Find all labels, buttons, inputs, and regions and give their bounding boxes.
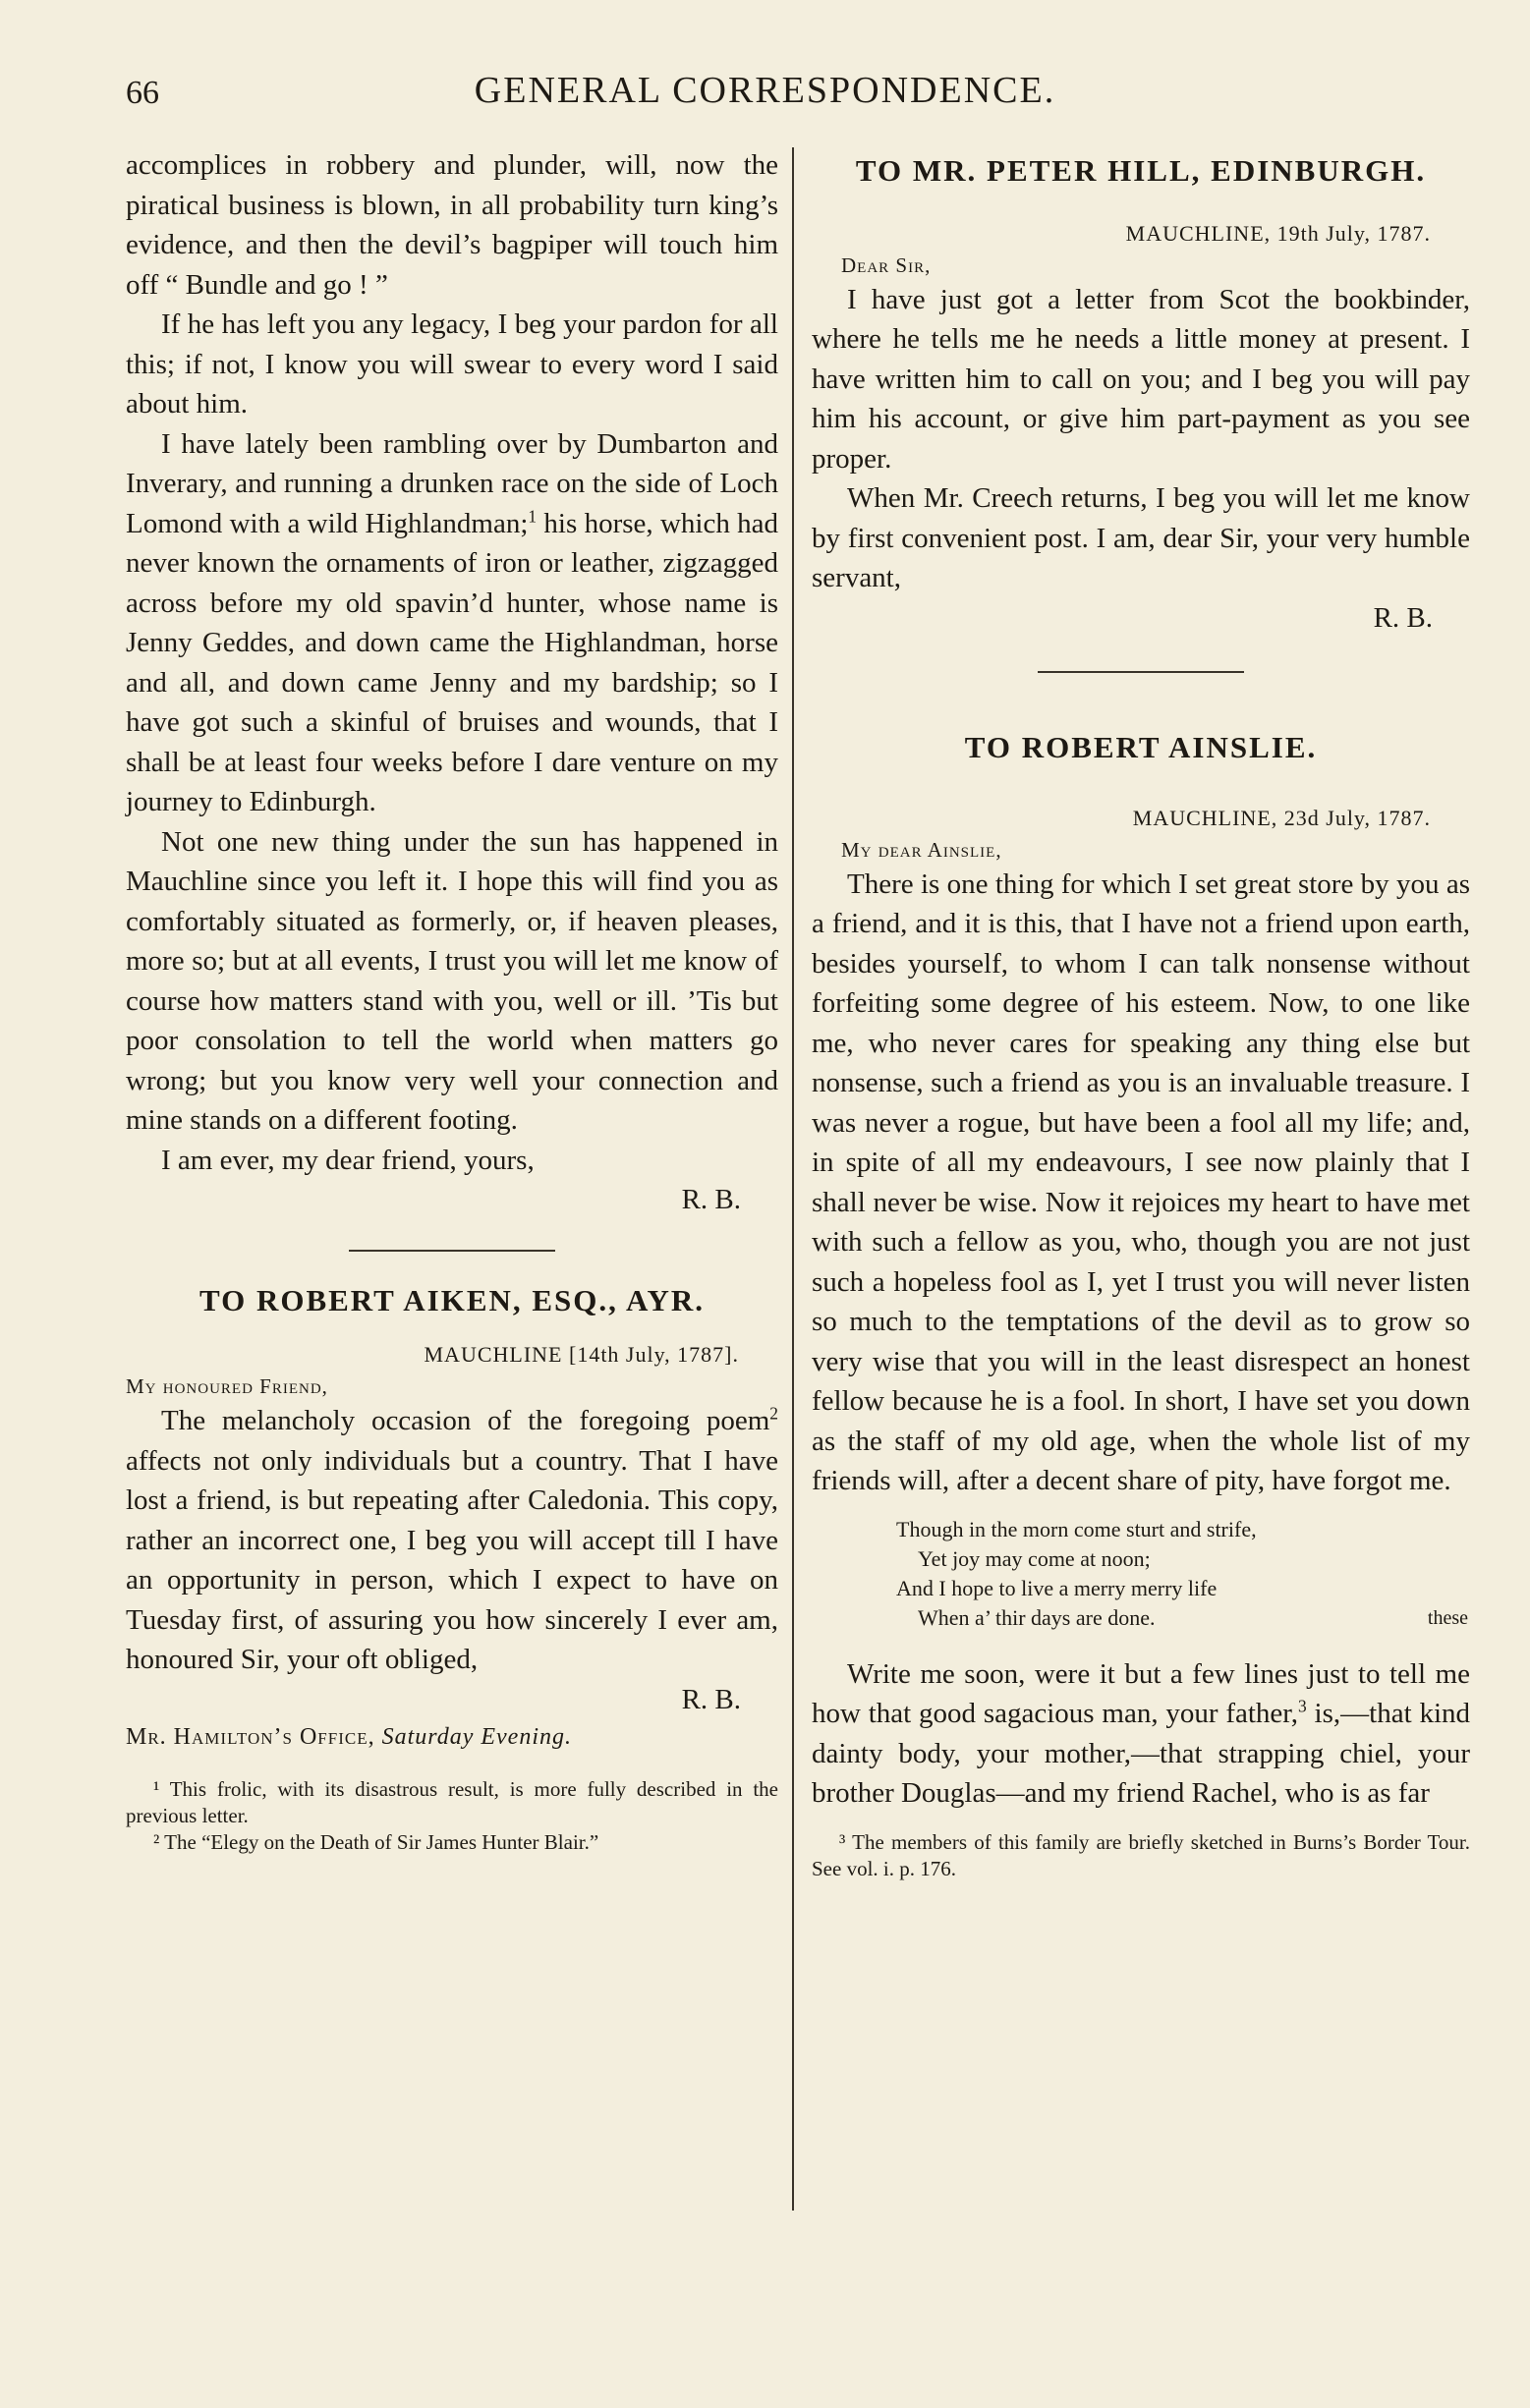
left-column — [126, 145, 778, 1856]
paragraph — [126, 1401, 778, 1680]
section-divider — [1038, 671, 1244, 673]
dateline: MAUCHLINE [14th July, 1787]. — [424, 1342, 739, 1367]
letter-heading: TO MR. PETER HILL, EDINBURGH. — [855, 153, 1427, 188]
dateline: MAUCHLINE, 19th July, 1787. — [1125, 220, 1431, 246]
verse-line — [812, 1603, 1470, 1633]
paragraph-text: The melancholy occasion of the foregoing poem — [161, 1405, 770, 1436]
letter-heading: TO ROBERT AIKEN, ESQ., AYR. — [198, 1282, 706, 1317]
dateline: MAUCHLINE, 23d July, 1787. — [1132, 805, 1431, 830]
verse-line-text: When a’ thir days are done. — [918, 1604, 1156, 1630]
marginal-gloss: these — [1427, 1606, 1468, 1629]
signature: R. B. — [1373, 601, 1433, 634]
footnote: ² The “Elegy on the Death of Sir James Hunter Blair.” — [153, 1830, 599, 1854]
column-divider — [792, 147, 794, 2211]
paragraph — [126, 424, 778, 822]
footnote-marker: 2 — [769, 1403, 778, 1424]
page-number: 66 — [126, 75, 159, 111]
footnote-marker: 3 — [1298, 1696, 1307, 1716]
paragraph: Not one new thing under the sun has happened in Mauchline since you left it. I hope this will find you as comfortably situated as formerly, or, if heaven pleases, more so; but at all events, I trust you will let me know of course how matters stand with you, well or ill. ’Tis but poor consolation to tell the world when matters go wrong; but you know very well your connection and mine stands on a different footing. — [126, 825, 778, 1136]
postscript-italic: Saturday Evening. — [381, 1724, 572, 1750]
signature: R. B. — [681, 1683, 741, 1715]
verse-line: Yet joy may come at noon; — [918, 1545, 1151, 1571]
paragraph — [812, 1654, 1470, 1814]
verse-quotation — [812, 1515, 1470, 1633]
paragraph: There is one thing for which I set great store by you as a friend, and it is this, that I have not a friend upon earth, besides yourself, to whom I can talk nonsense without forfeiting some degree of his esteem. Now, to one like me, who never cares for speaking any thing else but nonsense, such a friend as you is an invaluable treasure. I was never a rogue, but have been a fool all my life; and, in spite of all my endeavours, I see now plainly that I shall never be wise. Now it rejoices my heart to have met with such a fellow as you, who, though you are not just such a hopeless fool as I, yet I trust you will never listen so much to the temptations of the devil as to grow so very wise that you will in the least disrespect an honest fellow because he is a fool. In short, I have set you down as the staff of my old age, when the whole list of my friends will, after a decent share of pity, have forgot me. — [812, 868, 1470, 1496]
footnote-marker: 1 — [528, 505, 538, 526]
paragraph: I am ever, my dear friend, yours, — [161, 1144, 535, 1176]
paragraph-text: I have lately been rambling over by Dumbarton and Inverary, and running a drunken race on the side of Loch Lomond with a wild Highlandman; — [126, 427, 778, 539]
paragraph: If he has left you any legacy, I beg your pardon for all this; if not, I know you will swear to every word I said about him. — [126, 308, 778, 420]
right-column — [812, 145, 1470, 1882]
salutation: Dear Sir, — [841, 252, 932, 277]
paragraph-text: affects not only individuals but a country. That I have lost a friend, is but repeating after Caledonia. This copy, rather an incorrect one, I beg you will accept till I have an opportunity in person, which I expect to have on Tuesday first, of assuring you how sincerely I ever am, honoured Sir, your oft obliged, — [126, 1444, 778, 1675]
footnote: ¹ This frolic, with its disastrous result, is more fully described in the previous letter. — [126, 1777, 778, 1827]
letter-heading: TO ROBERT AINSLIE. — [964, 730, 1318, 764]
paragraph: When Mr. Creech returns, I beg you will let me know by first convenient post. I am, dear Sir, your very humble servant, — [812, 482, 1470, 593]
signature: R. B. — [681, 1184, 741, 1215]
footnote: ³ The members of this family are briefly sketched in Burns’s Border Tour. See vol. i. p. 176. — [812, 1829, 1470, 1880]
paragraph-text: Write me soon, were it but a few lines just to tell me how that good sagacious man, your father, — [812, 1657, 1470, 1729]
verse-line: And I hope to live a merry merry life — [896, 1575, 1218, 1600]
running-head — [0, 69, 1530, 128]
paragraph: accomplices in robbery and plunder, will, now the piratical business is blown, in all probability turn king’s evidence, and then the devil’s bagpiper will touch him off “ Bundle and go ! ” — [126, 149, 778, 301]
running-title: GENERAL CORRESPONDENCE. — [474, 70, 1056, 111]
verse-line: Though in the morn come sturt and strife, — [896, 1516, 1257, 1541]
section-divider — [349, 1250, 555, 1252]
postscript-text: Mr. Hamilton’s Office, — [126, 1724, 375, 1750]
postscript — [126, 1719, 778, 1755]
paragraph-text: his horse, which had never known the ornaments of iron or leather, zigzagged across before my old spavin’d hunter, whose name is Jenny Geddes, and down came the Highlandman, horse and all, and down came Jenny and my bardship; so I have got such a skinful of bruises and wounds, that I shall be at least four weeks before I dare venture on my journey to Edinburgh. — [126, 507, 778, 817]
paragraph-text: is,—that kind dainty body, your mother,—that strapping chiel, your brother Douglas—and my friend Rachel, who is as far — [812, 1698, 1470, 1809]
paragraph: I have just got a letter from Scot the bookbinder, where he tells me he needs a little money at present. I have written him to call on you; and I beg you will pay him his account, or give him part-payment as you see proper. — [812, 283, 1470, 475]
salutation: My honoured Friend, — [126, 1374, 328, 1398]
salutation: My dear Ainslie, — [841, 837, 1002, 862]
